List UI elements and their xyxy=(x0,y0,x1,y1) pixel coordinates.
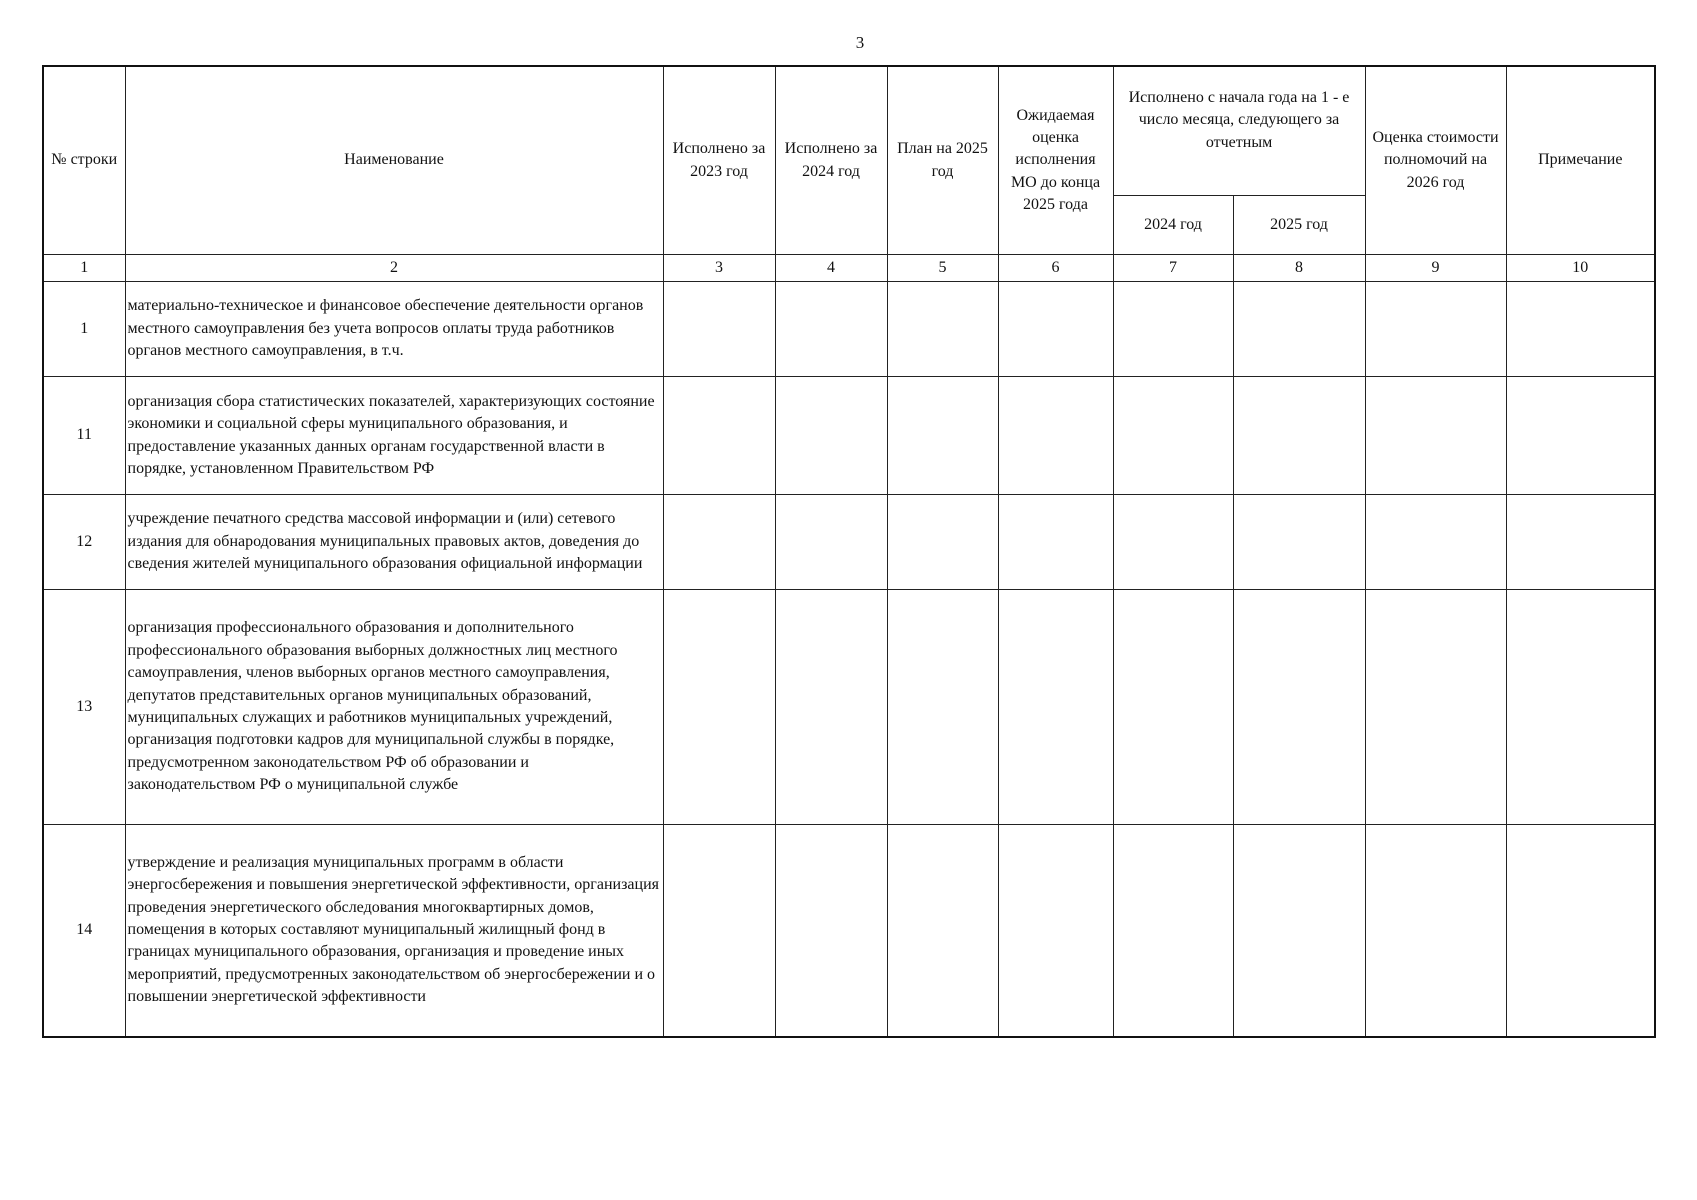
empty-cell xyxy=(1233,377,1365,495)
column-index: 5 xyxy=(887,255,998,282)
empty-cell xyxy=(887,282,998,377)
empty-cell xyxy=(1233,282,1365,377)
empty-cell xyxy=(775,590,887,825)
column-index: 2 xyxy=(125,255,663,282)
empty-cell xyxy=(775,495,887,590)
empty-cell xyxy=(887,590,998,825)
empty-cell xyxy=(1113,377,1233,495)
column-index: 8 xyxy=(1233,255,1365,282)
table-row xyxy=(43,495,1655,590)
empty-cell xyxy=(1233,495,1365,590)
header-name: Наименование xyxy=(125,66,663,255)
header-note: Примечание xyxy=(1506,66,1655,255)
row-name: материально-техническое и финансовое обеспечение деятельности органов местного самоуправления без учета вопросов оплаты труда работников органов местного самоуправления, в т.ч. xyxy=(125,282,663,377)
empty-cell xyxy=(663,825,775,1037)
column-index: 6 xyxy=(998,255,1113,282)
empty-cell xyxy=(1113,590,1233,825)
empty-cell xyxy=(887,495,998,590)
column-index: 7 xyxy=(1113,255,1233,282)
column-index: 3 xyxy=(663,255,775,282)
row-name: организация сбора статистических показателей, характеризующих состояние экономики и социальной сферы муниципального образования, и предоставление указанных данных органам государственной власти в порядке, установленном Правительством РФ xyxy=(125,377,663,495)
table-row xyxy=(43,377,1655,495)
table-row xyxy=(43,282,1655,377)
empty-cell xyxy=(1365,825,1506,1037)
empty-cell xyxy=(1365,377,1506,495)
header-exec-2024: Исполнено за 2024 год xyxy=(775,66,887,255)
empty-cell xyxy=(1506,282,1655,377)
empty-cell xyxy=(887,377,998,495)
empty-cell xyxy=(1506,377,1655,495)
empty-cell xyxy=(775,377,887,495)
row-name: учреждение печатного средства массовой информации и (или) сетевого издания для обнародования муниципальных правовых актов, доведения до сведения жителей муниципального образования официальной информации xyxy=(125,495,663,590)
header-cost-2026: Оценка стоимости полномочий на 2026 год xyxy=(1365,66,1506,255)
header-exec-2023: Исполнено за 2023 год xyxy=(663,66,775,255)
empty-cell xyxy=(1506,590,1655,825)
column-index: 1 xyxy=(43,255,125,282)
header-ytd-2025: 2025 год xyxy=(1233,196,1365,255)
header-ytd-2024: 2024 год xyxy=(1113,196,1233,255)
empty-cell xyxy=(1113,282,1233,377)
header-row-no: № строки xyxy=(43,66,125,255)
empty-cell xyxy=(663,377,775,495)
empty-cell xyxy=(1365,495,1506,590)
empty-cell xyxy=(663,282,775,377)
column-index: 10 xyxy=(1506,255,1655,282)
empty-cell xyxy=(1506,495,1655,590)
header-ytd-group: Исполнено с начала года на 1 - е число месяца, следующего за отчетным xyxy=(1113,66,1365,196)
row-name: утверждение и реализация муниципальных программ в области энергосбережения и повышения энергетической эффективности, организация проведения энергетического обследования многоквартирных домов, помещения в которых составляют муниципальный жилищный фонд в границах муниципального образования, организация и проведение иных мероприятий, предусмотренных законодательством об энергосбережении и о повышении энергетической эффективности xyxy=(125,825,663,1037)
empty-cell xyxy=(663,590,775,825)
header-row-top xyxy=(43,66,1655,196)
row-number: 13 xyxy=(43,590,125,825)
column-index: 9 xyxy=(1365,255,1506,282)
table-row xyxy=(43,590,1655,825)
row-number: 1 xyxy=(43,282,125,377)
column-index-row xyxy=(43,255,1655,282)
empty-cell xyxy=(998,825,1113,1037)
empty-cell xyxy=(775,282,887,377)
empty-cell xyxy=(1113,495,1233,590)
empty-cell xyxy=(1506,825,1655,1037)
empty-cell xyxy=(1233,825,1365,1037)
row-number: 12 xyxy=(43,495,125,590)
row-number: 14 xyxy=(43,825,125,1037)
table-row xyxy=(43,825,1655,1037)
header-expected: Ожидаемая оценка исполнения МО до конца 2025 года xyxy=(998,66,1113,255)
header-plan-2025: План на 2025 год xyxy=(887,66,998,255)
row-number: 11 xyxy=(43,377,125,495)
empty-cell xyxy=(998,590,1113,825)
empty-cell xyxy=(1113,825,1233,1037)
empty-cell xyxy=(998,282,1113,377)
row-name: организация профессионального образования и дополнительного профессионального образования выборных должностных лиц местного самоуправления, членов выборных органов местного самоуправления, депутатов представительных органов муниципальных образований, муниципальных служащих и работников муниципальных учреждений, организация подготовки кадров для муниципальной службы в порядке, предусмотренном законодательством РФ об образовании и законодательством РФ о муниципальной службе xyxy=(125,590,663,825)
page-number: 3 xyxy=(855,33,865,52)
empty-cell xyxy=(1365,590,1506,825)
empty-cell xyxy=(998,377,1113,495)
column-index: 4 xyxy=(775,255,887,282)
empty-cell xyxy=(663,495,775,590)
empty-cell xyxy=(887,825,998,1037)
empty-cell xyxy=(998,495,1113,590)
empty-cell xyxy=(1233,590,1365,825)
budget-table xyxy=(42,65,1656,1038)
empty-cell xyxy=(1365,282,1506,377)
empty-cell xyxy=(775,825,887,1037)
